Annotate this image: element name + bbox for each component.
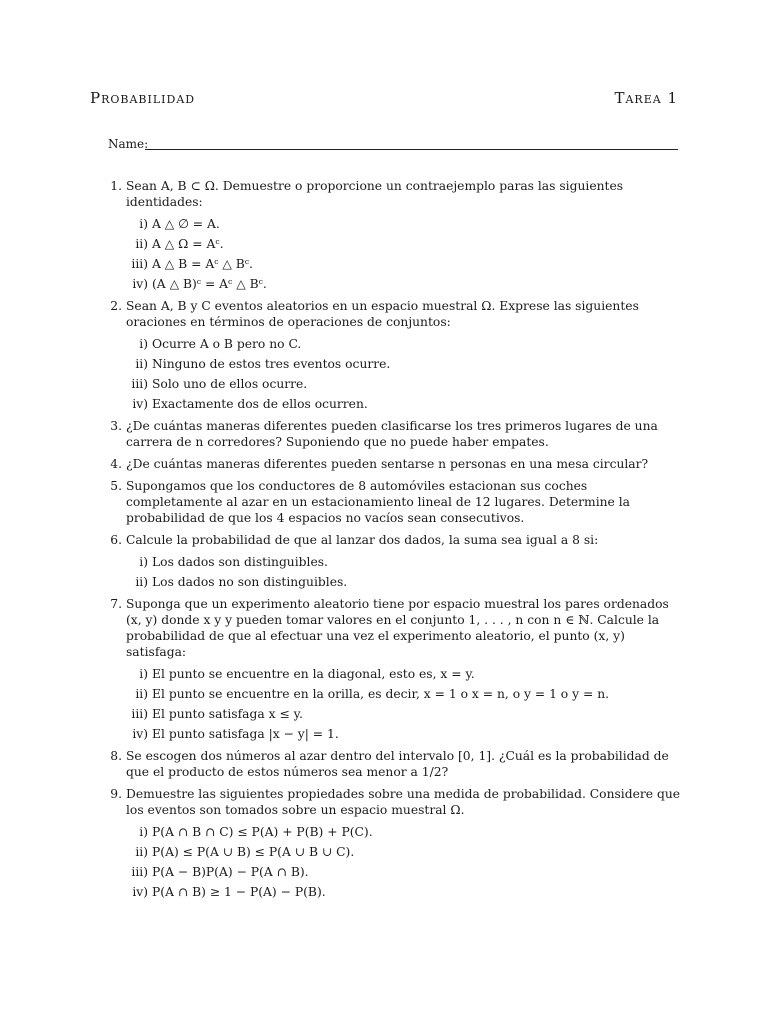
problem-5 [104,478,684,526]
sub-item-text: P(A ∩ B ∩ C) ≤ P(A) + P(B) + P(C). [152,825,373,839]
sub-item-list [126,666,684,742]
problem-3 [104,418,684,450]
sub-item [126,216,684,232]
problem-8 [104,748,684,780]
problem-text: ¿De cuántas maneras diferentes pueden clasificarse los tres primeros lugares de una carrera de n corredores? Suponiendo que no puede haber empates. [126,419,658,449]
sub-item-numeral: ii) [135,237,148,251]
problem-number: 5. [110,479,122,493]
name-underline [145,149,678,150]
sub-item [126,396,684,412]
sub-item-text: El punto se encuentre en la diagonal, esto es, x = y. [152,667,475,681]
problem-1 [104,178,684,292]
sub-item-numeral: i) [139,825,148,839]
sub-item-text: Los dados son distinguibles. [152,555,328,569]
problem-list [104,178,684,906]
sub-item-list [126,336,684,412]
sub-item-numeral: i) [139,337,148,351]
sub-item-numeral: ii) [135,845,148,859]
problem-4 [104,456,684,472]
problem-number: 7. [110,597,122,611]
sub-item [126,726,684,742]
problem-text: Sean A, B ⊂ Ω. Demuestre o proporcione un contraejemplo paras las siguientes identidades: [126,179,624,209]
sub-item-numeral: iv) [132,885,148,899]
problem-text: Suponga que un experimento aleatorio tiene por espacio muestral los pares ordenados (x, y) donde x y y pueden tomar valores en el conjunto 1, . . . , n con n ∈ ℕ. Calcule la probabilidad de que al efectuar una vez el experimento aleatorio, el punto (x, y) satisfaga: [126,597,669,659]
problem-text: Se escogen dos números al azar dentro del intervalo [0, 1]. ¿Cuál es la probabilidad de que el producto de estos números sea menor a 1/2? [126,749,669,779]
sub-item-numeral: i) [139,555,148,569]
sub-item [126,376,684,392]
sub-item [126,236,684,252]
sub-item-text: A △ ∅ = A. [152,217,220,231]
sub-item-text: P(A − B)P(A) − P(A ∩ B). [152,865,309,879]
sub-item [126,824,684,840]
problem-number: 1. [110,179,122,193]
sub-item-numeral: iv) [132,727,148,741]
sub-item-text: P(A) ≤ P(A ∪ B) ≤ P(A ∪ B ∪ C). [152,845,355,859]
sub-item-list [126,554,684,590]
problem-7 [104,596,684,742]
sub-item [126,844,684,860]
problem-number: 6. [110,533,122,547]
sub-item-numeral: ii) [135,357,148,371]
sub-item-numeral: iii) [131,865,148,879]
sub-item-text: A △ Ω = Aᶜ. [152,237,224,251]
problem-number: 9. [110,787,122,801]
sub-item-text: A △ B = Aᶜ △ Bᶜ. [152,257,253,271]
sub-item-numeral: ii) [135,575,148,589]
sub-item-numeral: ii) [135,687,148,701]
name-field [108,137,678,157]
problem-text: Sean A, B y C eventos aleatorios en un espacio muestral Ω. Exprese las siguientes oraciones en términos de operaciones de conjuntos: [126,299,639,329]
sub-item-numeral: i) [139,667,148,681]
sub-item-numeral: i) [139,217,148,231]
sub-item-text: Los dados no son distinguibles. [152,575,348,589]
sub-item-list [126,824,684,900]
problem-text: Supongamos que los conductores de 8 automóviles estacionan sus coches completamente al azar en un estacionamiento lineal de 12 lugares. Determine la probabilidad de que los 4 espacios no vacíos sean consecutivos. [126,479,631,525]
sub-item-text: P(A ∩ B) ≥ 1 − P(A) − P(B). [152,885,326,899]
sub-item-text: Solo uno de ellos ocurre. [152,377,308,391]
assignment-title: Tarea 1 [614,89,678,107]
sub-item [126,256,684,272]
problem-6 [104,532,684,590]
problem-number: 8. [110,749,122,763]
sub-item [126,336,684,352]
sub-item [126,686,684,702]
problem-2 [104,298,684,412]
problem-text: Demuestre las siguientes propiedades sobre una medida de probabilidad. Considere que los eventos son tomados sobre un espacio muestral Ω. [126,787,681,817]
sub-item-numeral: iii) [131,257,148,271]
problem-9 [104,786,684,900]
problem-text: Calcule la probabilidad de que al lanzar dos dados, la suma sea igual a 8 si: [126,533,599,547]
sub-item-text: Ninguno de estos tres eventos ocurre. [152,357,391,371]
sub-item [126,666,684,682]
sub-item [126,554,684,570]
problem-number: 4. [110,457,122,471]
sub-item [126,574,684,590]
problem-text: ¿De cuántas maneras diferentes pueden sentarse n personas en una mesa circular? [126,457,649,471]
sub-item-numeral: iii) [131,707,148,721]
sub-item-text: Ocurre A o B pero no C. [152,337,302,351]
course-title: Probabilidad [90,89,196,107]
sub-item-numeral: iii) [131,377,148,391]
page-header [90,89,678,113]
sub-item-text: (A △ B)ᶜ = Aᶜ △ Bᶜ. [152,277,267,291]
sub-item-list [126,216,684,292]
sub-item [126,884,684,900]
sub-item [126,276,684,292]
sub-item [126,356,684,372]
problem-number: 2. [110,299,122,313]
sub-item-text: El punto satisfaga |x − y| = 1. [152,727,339,741]
name-label: Name: [108,137,149,151]
sub-item-text: El punto satisfaga x ≤ y. [152,707,303,721]
sub-item-text: Exactamente dos de ellos ocurren. [152,397,368,411]
sub-item [126,864,684,880]
sub-item-numeral: iv) [132,277,148,291]
sub-item-numeral: iv) [132,397,148,411]
sub-item [126,706,684,722]
sub-item-text: El punto se encuentre en la orilla, es decir, x = 1 o x = n, o y = 1 o y = n. [152,687,610,701]
problem-number: 3. [110,419,122,433]
